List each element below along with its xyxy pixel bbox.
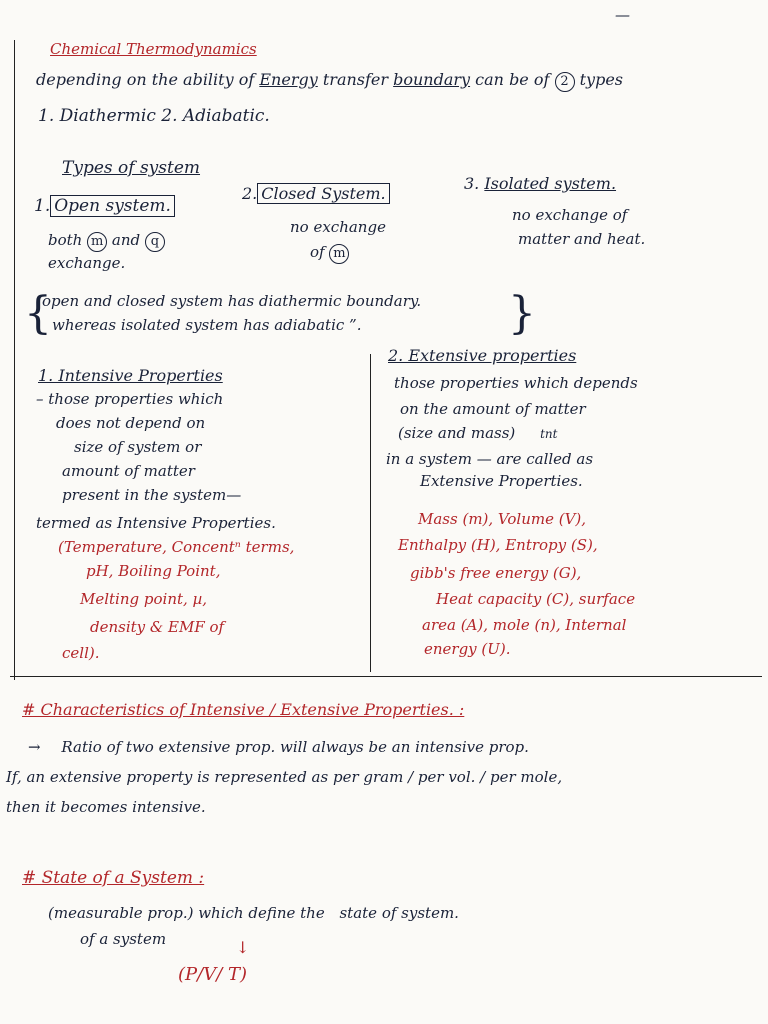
open-q-circle: q bbox=[145, 232, 165, 252]
characteristics-line-2: If, an extensive property is represented as per gram / per vol. / per mole, bbox=[6, 768, 563, 786]
characteristics-line-3: then it becomes intensive. bbox=[6, 798, 206, 816]
page-margin-line bbox=[14, 40, 15, 680]
extensive-line-2: on the amount of matter bbox=[400, 400, 586, 418]
characteristics-heading: # Characteristics of Intensive / Extensive Properties. : bbox=[22, 700, 465, 719]
intro-circled-number: 2 bbox=[555, 72, 575, 92]
extensive-examples-6: energy (U). bbox=[424, 640, 511, 658]
extensive-examples-4: Heat capacity (C), surface bbox=[436, 590, 636, 608]
open-m-circle: m bbox=[87, 232, 107, 252]
system-types-heading: Types of system bbox=[62, 158, 201, 178]
extensive-examples-3: gibb's free energy (G), bbox=[410, 564, 582, 582]
intensive-line-4: amount of matter bbox=[62, 462, 195, 480]
section-divider bbox=[10, 676, 762, 677]
open-system-desc bbox=[48, 232, 165, 252]
intensive-examples-1: (Temperature, Concentⁿ terms, bbox=[58, 538, 295, 556]
state-of-system: state of system. bbox=[339, 904, 459, 922]
closed-m-circle: m bbox=[329, 244, 349, 264]
closed-desc-of: of bbox=[310, 243, 325, 261]
intro-text-a: depending on the ability of bbox=[36, 70, 255, 89]
open-system-box: Open system. bbox=[50, 195, 175, 217]
intro-text-b: transfer bbox=[322, 70, 389, 89]
isolated-system-desc-2: matter and heat. bbox=[518, 230, 646, 248]
characteristics-line-1-text: Ratio of two extensive prop. will always be an intensive prop. bbox=[61, 738, 529, 756]
intensive-line-5: present in the system— bbox=[62, 486, 242, 504]
isolated-system-num: 3. bbox=[464, 174, 480, 193]
isolated-system-desc: no exchange of bbox=[512, 206, 628, 224]
boundary-types-line: 1. Diathermic 2. Adiabatic. bbox=[38, 106, 270, 126]
column-divider bbox=[370, 354, 371, 672]
boundary-note-2: whereas isolated system has adiabatic ”. bbox=[52, 316, 362, 334]
intro-text-d: types bbox=[579, 70, 623, 89]
open-desc-a: both bbox=[48, 231, 83, 249]
state-heading: # State of a System : bbox=[22, 868, 205, 888]
extensive-line-3-note: tnt bbox=[540, 427, 558, 441]
open-desc-and: and bbox=[111, 231, 141, 249]
closed-system-label bbox=[242, 186, 390, 202]
open-system-num: 1. bbox=[34, 196, 51, 216]
intro-line bbox=[36, 72, 623, 92]
closed-system-desc-2 bbox=[310, 244, 349, 264]
extensive-line-5: Extensive Properties. bbox=[420, 472, 583, 490]
extensive-line-1: those properties which depends bbox=[394, 374, 638, 392]
intensive-line-1: – those properties which bbox=[36, 390, 224, 408]
intensive-line-6: termed as Intensive Properties. bbox=[36, 514, 276, 532]
state-line-1 bbox=[48, 906, 459, 921]
intro-text-c: can be of bbox=[475, 70, 550, 89]
characteristics-line-1 bbox=[28, 740, 529, 755]
extensive-line-3 bbox=[398, 426, 557, 441]
open-system-label bbox=[34, 198, 175, 215]
arrow-right-icon: → bbox=[28, 738, 41, 756]
top-dash: — bbox=[615, 6, 630, 24]
intensive-examples-5: cell). bbox=[62, 644, 100, 662]
open-system-desc-2: exchange. bbox=[48, 254, 126, 272]
extensive-examples-1: Mass (m), Volume (V), bbox=[418, 510, 587, 528]
closed-system-box: Closed System. bbox=[257, 183, 389, 204]
state-which-define: which define the bbox=[198, 904, 325, 922]
intensive-examples-4: density & EMF of bbox=[90, 618, 225, 636]
state-line-2: of a system bbox=[80, 930, 167, 948]
intensive-heading: 1. Intensive Properties bbox=[38, 366, 223, 385]
page-title: Chemical Thermodynamics bbox=[50, 40, 257, 58]
right-brace: } bbox=[508, 288, 536, 339]
isolated-system-text: Isolated system. bbox=[484, 174, 617, 193]
state-measurable-prop: (measurable prop.) bbox=[48, 904, 194, 922]
state-arrow-down: ↓ bbox=[236, 938, 250, 957]
intensive-examples-3: Melting point, µ, bbox=[80, 590, 208, 608]
extensive-heading: 2. Extensive properties bbox=[388, 346, 577, 365]
intro-boundary: boundary bbox=[393, 70, 471, 89]
boundary-note-1: open and closed system has diathermic boundary. bbox=[42, 292, 422, 310]
extensive-examples-2: Enthalpy (H), Entropy (S), bbox=[398, 536, 598, 554]
left-brace: { bbox=[24, 288, 52, 339]
closed-system-num: 2. bbox=[242, 184, 258, 203]
intensive-line-2: does not depend on bbox=[56, 414, 206, 432]
intensive-examples-2: pH, Boiling Point, bbox=[86, 562, 221, 580]
extensive-line-4: in a system — are called as bbox=[386, 450, 594, 468]
intensive-line-3: size of system or bbox=[74, 438, 202, 456]
extensive-examples-5: area (A), mole (n), Internal bbox=[422, 616, 627, 634]
isolated-system-label bbox=[464, 176, 616, 192]
extensive-line-3-text: (size and mass) bbox=[398, 424, 516, 442]
intro-energy: Energy bbox=[259, 70, 318, 89]
state-variables: (P/V/ T) bbox=[178, 964, 248, 985]
closed-system-desc: no exchange bbox=[290, 218, 386, 236]
